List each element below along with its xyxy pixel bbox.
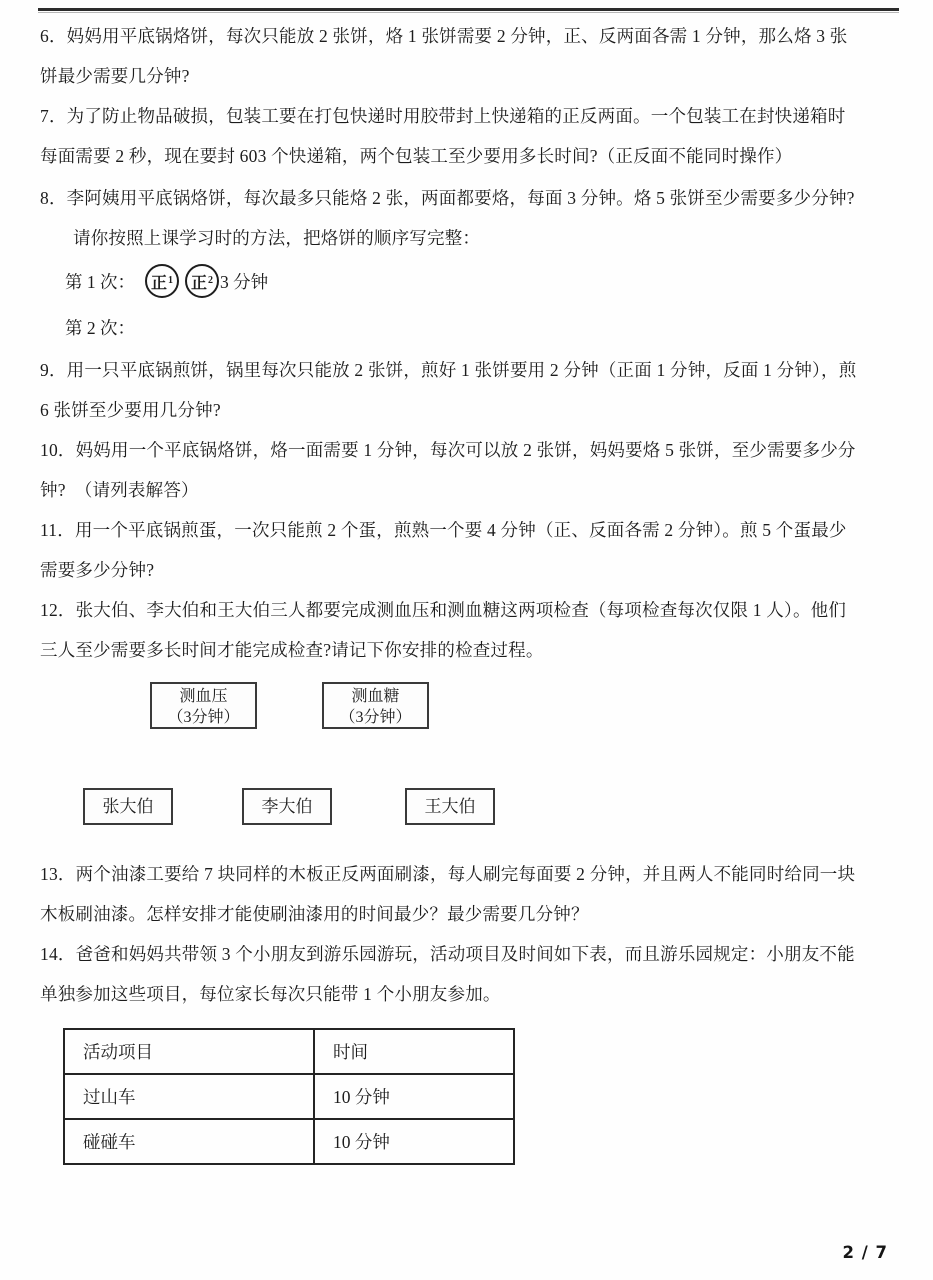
question-6-line-2: 饼最少需要几分钟? [40, 66, 190, 86]
question-7-line-2: 每面需要 2 秒，现在要封 603 个快递箱，两个包装工至少要用多长时间?（正反面不能同时操作） [40, 146, 793, 166]
blood-sugar-station-box [322, 682, 429, 729]
question-9-line-2: 6 张饼至少要用几分钟? [40, 400, 221, 420]
question-8-line-1: 8．李阿姨用平底锅烙饼，每次最多只能烙 2 张，两面都要烙，每面 3 分钟。烙 5 张饼至少需要多少分钟? [40, 188, 855, 208]
pancake-front-2-badge [185, 264, 219, 298]
header-rule-thick-line [38, 8, 899, 11]
pancake-2-subscript: 2 [208, 275, 213, 286]
question-8-line-2: 请你按照上课学习时的方法，把烙饼的顺序写完整： [73, 228, 481, 248]
question-14 [40, 934, 897, 1014]
question-10-line-1: 10．妈妈用一个平底锅烙饼，烙一面需要 1 分钟，每次可以放 2 张饼，妈妈要烙 5 张饼，至少需要多少分 [40, 440, 856, 460]
table-header-row [64, 1029, 514, 1074]
question-11-line-2: 需要多少分钟? [40, 560, 155, 580]
step-2-label: 第 2 次： [65, 317, 135, 338]
question-14-line-2: 单独参加这些项目，每位家长每次只能带 1 个小朋友参加。 [40, 984, 501, 1004]
question-12-line-2: 三人至少需要多长时间才能完成检查?请记下你安排的检查过程。 [40, 640, 544, 660]
question-12-diagram [40, 670, 897, 854]
blood-sugar-station-name: 测血糖 [351, 688, 400, 705]
pancake-front-1-badge [145, 264, 179, 298]
question-12 [40, 590, 897, 670]
question-9-line-1: 9．用一只平底锅煎饼，锅里每次只能放 2 张饼，煎好 1 张饼要用 2 分钟（正面 1 分钟，反面 1 分钟），煎 [40, 360, 857, 380]
table-header-time: 时间 [314, 1029, 514, 1074]
question-13 [40, 854, 897, 934]
person-box-li: 李大伯 [242, 788, 332, 825]
question-6-line-1: 6．妈妈用平底锅烙饼，每次只能放 2 张饼，烙 1 张饼需要 2 分钟，正、反两面各需 1 分钟，那么烙 3 张 [40, 26, 848, 46]
blood-sugar-station-time: （3分钟） [339, 709, 412, 726]
table-row [64, 1119, 514, 1164]
step-1-duration: 3 分钟 [220, 271, 269, 292]
person-box-wang: 王大伯 [405, 788, 495, 825]
question-13-line-1: 13．两个油漆工要给 7 块同样的木板正反两面刷漆，每人刷完每面要 2 分钟，并且两人不能同时给同一块 [40, 864, 856, 884]
table-row [64, 1074, 514, 1119]
question-8-step-2-row [40, 304, 897, 350]
question-11 [40, 510, 897, 590]
activity-time-table [63, 1028, 515, 1165]
blood-pressure-station-box [150, 682, 257, 729]
question-7-line-1: 7．为了防止物品破损，包装工要在打包快递时用胶带封上快递箱的正反两面。一个包装工在封快递箱时 [40, 106, 846, 126]
question-8 [40, 178, 897, 350]
blood-pressure-station-name: 测血压 [179, 688, 228, 705]
pancake-2-char: 正 [190, 274, 207, 292]
blood-pressure-station-time: （3分钟） [167, 709, 240, 726]
pancake-1-char: 正 [150, 274, 167, 292]
table-cell-activity-rollercoaster: 过山车 [64, 1074, 314, 1119]
page-number: 2 / 7 [842, 1243, 888, 1262]
table-cell-time-rollercoaster: 10 分钟 [314, 1074, 514, 1119]
question-11-line-1: 11．用一个平底锅煎蛋，一次只能煎 2 个蛋，煎熟一个要 4 分钟（正、反面各需 2 分钟）。煎 5 个蛋最少 [40, 520, 847, 540]
worksheet-content [0, 13, 933, 1165]
question-14-line-1: 14．爸爸和妈妈共带领 3 个小朋友到游乐园游玩，活动项目及时间如下表，而且游乐园规定：小朋友不能 [40, 944, 855, 964]
pancake-1-subscript: 1 [168, 275, 173, 286]
table-header-activity: 活动项目 [64, 1029, 314, 1074]
person-box-zhang: 张大伯 [83, 788, 173, 825]
question-10 [40, 430, 897, 510]
table-cell-activity-bumpercar: 碰碰车 [64, 1119, 314, 1164]
question-6 [40, 16, 897, 96]
question-13-line-2: 木板刷油漆。怎样安排才能使刷油漆用的时间最少？最少需要几分钟？ [40, 904, 589, 924]
question-8-step-1-row [40, 258, 897, 304]
question-10-line-2: 钟? （请列表解答） [40, 480, 199, 500]
question-7 [40, 96, 897, 176]
table-cell-time-bumpercar: 10 分钟 [314, 1119, 514, 1164]
header-rule [0, 0, 933, 13]
question-12-line-1: 12．张大伯、李大伯和王大伯三人都要完成测血压和测血糖这两项检查（每项检查每次仅限 1 人）。他们 [40, 600, 847, 620]
step-1-label: 第 1 次： [65, 271, 135, 292]
question-9 [40, 350, 897, 430]
